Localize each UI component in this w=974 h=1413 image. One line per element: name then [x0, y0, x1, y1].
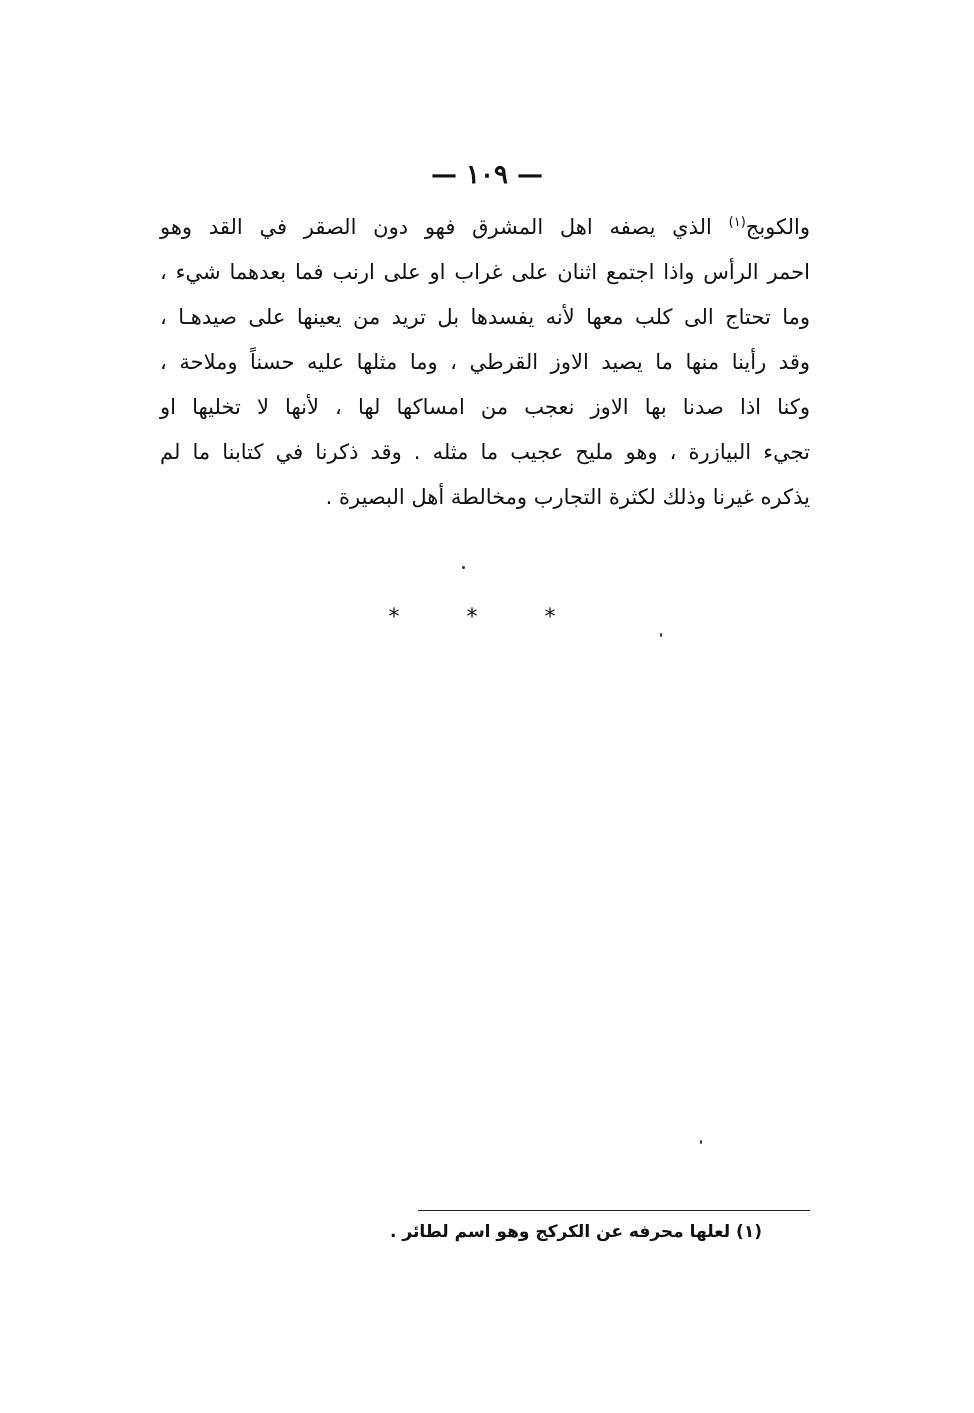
text-line: احمر الرأس واذا اجتمع اثنان على غراب او على ارنب فما بعدهما شيء ، [160, 260, 810, 284]
text-line: تجيء البيازرة ، وهو مليح عجيب ما مثله . وقد ذكرنا في كتابنا ما لم [160, 440, 810, 464]
footnote-divider [418, 1210, 810, 1211]
scan-speck [462, 566, 465, 569]
text-line [160, 205, 810, 250]
scan-speck [700, 1140, 702, 1144]
footnote: (١) لعلها محرفه عن الكركج وهو اسم لطائر . [390, 1222, 762, 1242]
body-paragraph [160, 205, 810, 520]
text-segment: والكوبج [745, 215, 810, 239]
footnote-marker: (١) [728, 215, 746, 230]
text-line: يذكره غيرنا وذلك لكثرة التجارب ومخالطة أهل البصيرة . [325, 485, 810, 509]
text-line: وما تحتاج الى كلب معها لأنه يفسدها بل تريد من يعينها على صيدهـا ، [160, 305, 810, 329]
text-segment: الذي يصفه اهل المشرق فهو دون الصقر في القد وهو [160, 215, 729, 239]
page-number: — ١٠٩ — [430, 160, 544, 190]
text-line: وقد رأينا منها ما يصيد الاوز القرطي ، وما مثلها عليه حسناً وملاحة ، [160, 350, 810, 374]
text-line: وكنا اذا صدنا بها الاوز نعجب من امساكها لها ، لأنها لا تخليها او [160, 395, 810, 419]
section-separator: * * * [388, 605, 586, 630]
scan-speck [660, 633, 662, 637]
